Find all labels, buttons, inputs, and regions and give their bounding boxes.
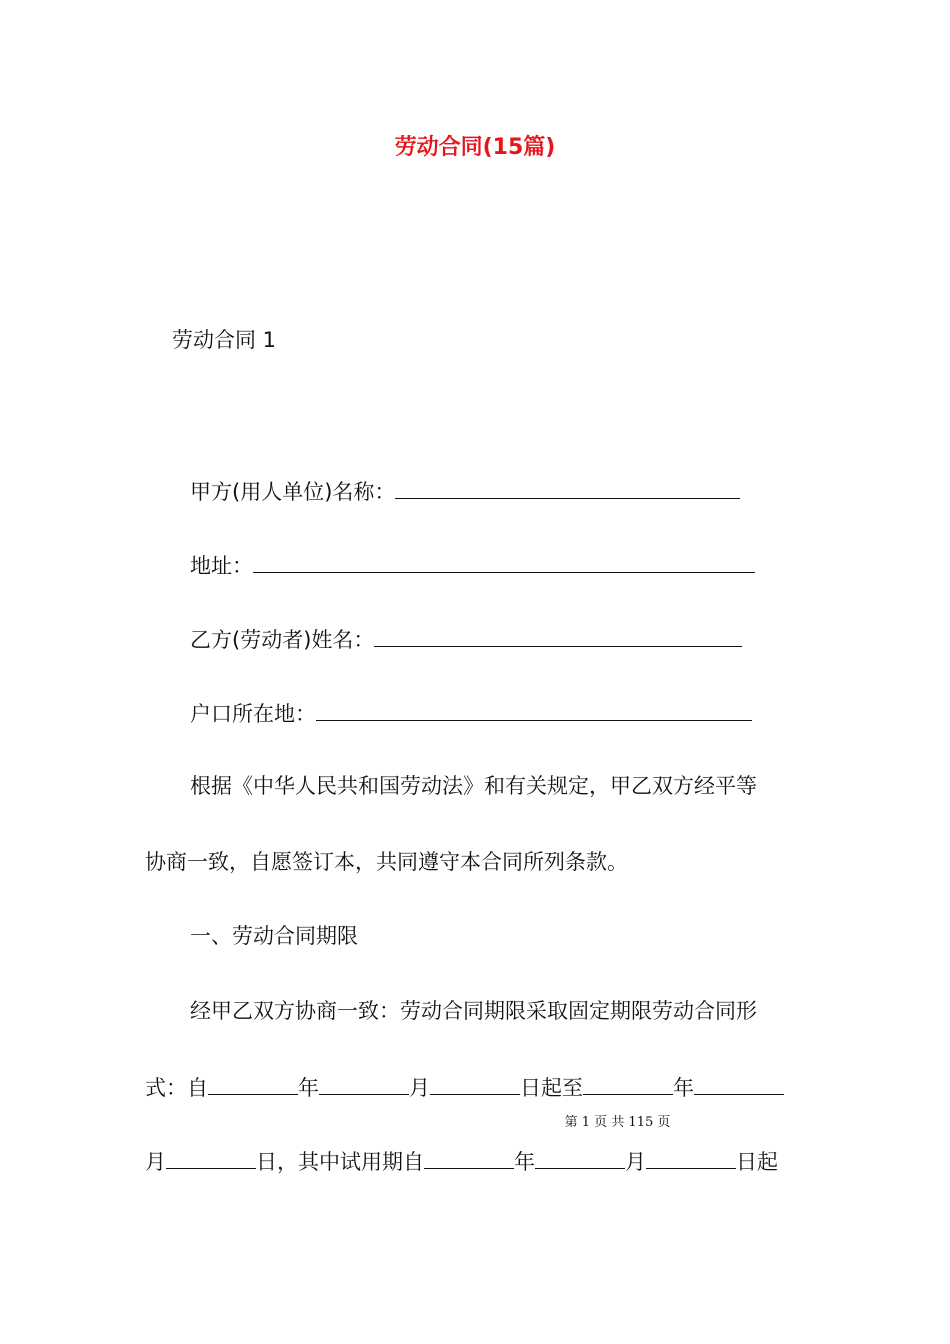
probation-label: 日，其中试用期自	[256, 1150, 424, 1174]
year-label: 年	[514, 1150, 535, 1174]
party-b-label: 乙方(劳动者)姓名：	[190, 628, 375, 652]
month-blank	[694, 1072, 784, 1095]
address-label: 地址：	[190, 554, 253, 578]
day-blank	[430, 1072, 520, 1095]
section-heading: 劳动合同 1	[172, 328, 277, 352]
paragraph-line: 协商一致，自愿签订本，共同遵守本合同所列条款。	[145, 850, 628, 874]
party-a-label: 甲方(用人单位)名称：	[190, 480, 396, 504]
page-number: 第 1 页 共 115 页	[564, 1115, 671, 1130]
address-blank	[253, 550, 755, 573]
month-label: 月	[625, 1150, 646, 1174]
month-label: 月	[409, 1076, 430, 1100]
paragraph-line: 根据《中华人民共和国劳动法》和有关规定，甲乙双方经平等	[190, 774, 757, 798]
paragraph-line: 经甲乙双方协商一致：劳动合同期限采取固定期限劳动合同形	[190, 999, 757, 1023]
day-blank	[166, 1146, 256, 1169]
month-blank	[319, 1072, 409, 1095]
party-b-blank	[374, 624, 742, 647]
hukou-row	[190, 698, 752, 728]
term-prefix: 式：自	[145, 1076, 208, 1100]
year-label: 年	[298, 1076, 319, 1100]
address-row	[190, 550, 755, 580]
probation-row	[145, 1146, 778, 1176]
clause-heading: 一、劳动合同期限	[190, 924, 358, 948]
year-blank	[424, 1146, 514, 1169]
party-a-blank	[395, 476, 740, 499]
month-label: 月	[145, 1150, 166, 1174]
year-label: 年	[673, 1076, 694, 1100]
month-blank	[535, 1146, 625, 1169]
year-blank	[208, 1072, 298, 1095]
day-label: 日起	[736, 1150, 778, 1174]
document-title: 劳动合同(15篇)	[394, 135, 556, 160]
day-start-label: 日起至	[520, 1076, 583, 1100]
year-blank	[583, 1072, 673, 1095]
day-blank	[646, 1146, 736, 1169]
party-b-row	[190, 624, 742, 654]
term-row	[145, 1072, 784, 1102]
hukou-label: 户口所在地：	[190, 702, 316, 726]
party-a-row	[190, 476, 740, 506]
hukou-blank	[316, 698, 752, 721]
